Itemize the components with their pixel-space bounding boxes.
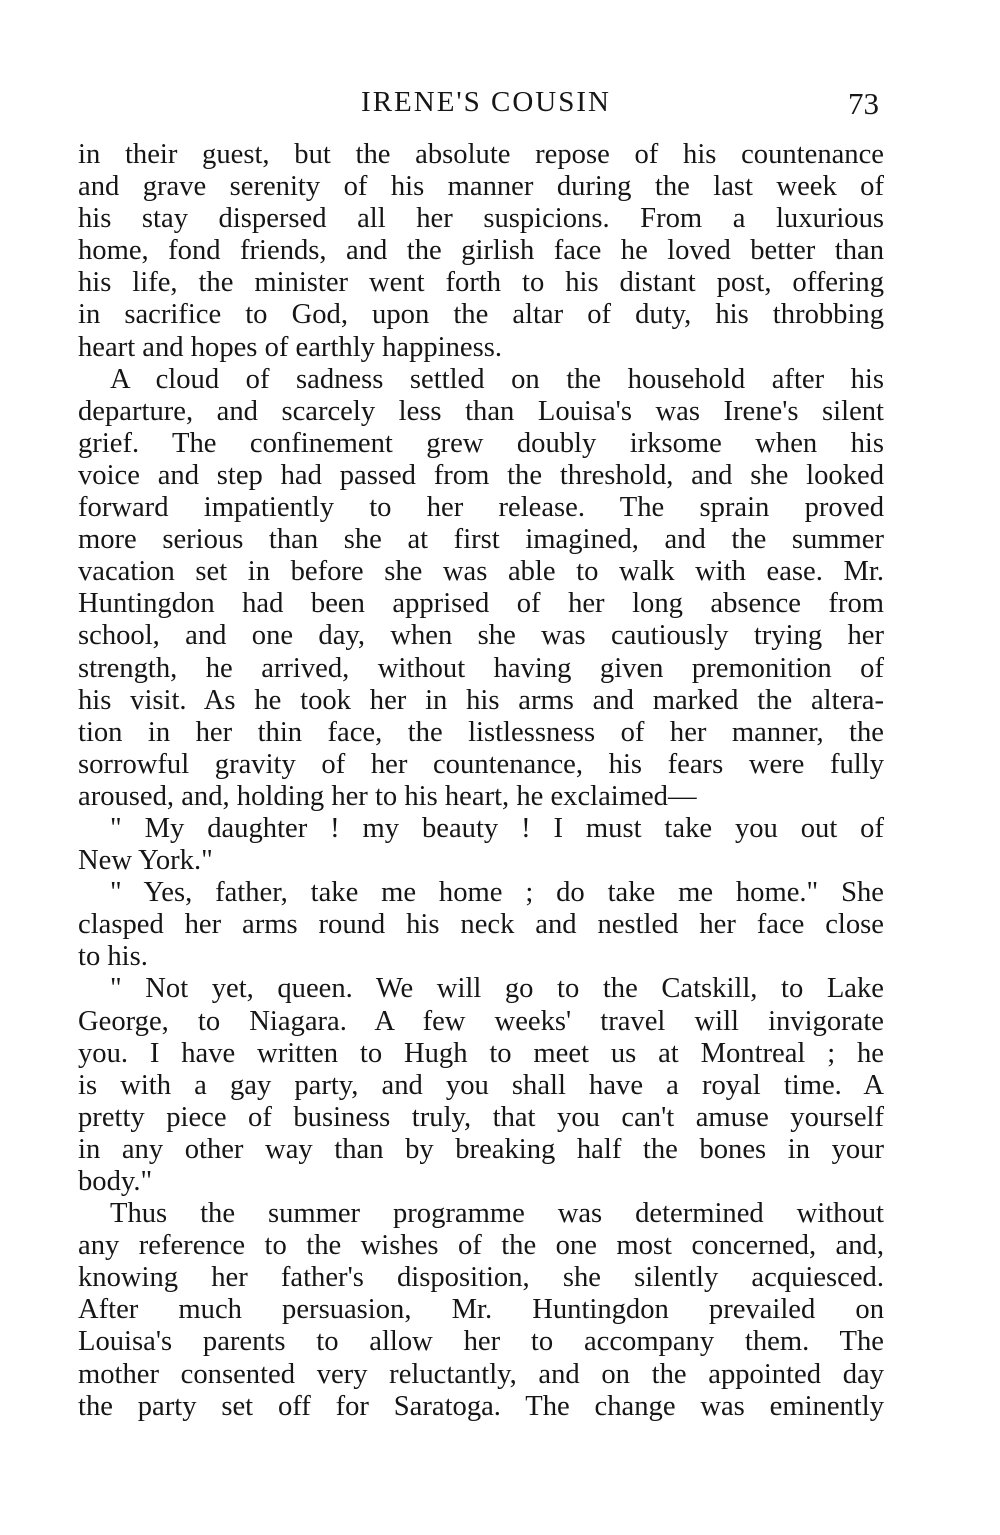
text-line: knowing her father's disposition, she silently acquiesced. [78, 1262, 884, 1294]
text-line: Thus the summer programme was determined without [110, 1198, 884, 1230]
text-line: grief. The confinement grew doubly irksome when his [78, 427, 884, 459]
page-number: 73 [848, 86, 879, 121]
text-line: George, to Niagara. A few weeks' travel will invigorate [78, 1005, 884, 1037]
text-line: Huntingdon had been apprised of her long absence from [78, 588, 884, 620]
text-line: his visit. As he took her in his arms and marked the altera- [78, 684, 884, 716]
text-line: pretty piece of business truly, that you can't amuse yourself [78, 1101, 884, 1133]
text-line: is with a gay party, and you shall have a royal time. A [78, 1069, 884, 1101]
text-line: " Not yet, queen. We will go to the Catskill, to Lake [110, 973, 884, 1005]
text-line: sorrowful gravity of her countenance, his fears were fully [78, 748, 884, 780]
text-line: heart and hopes of earthly happiness. [78, 331, 503, 363]
text-line: the party set off for Saratoga. The change was eminently [78, 1390, 884, 1422]
running-title: IRENE'S COUSIN [361, 86, 611, 118]
text-line: New York." [78, 845, 213, 877]
text-line: aroused, and, holding her to his heart, he exclaimed— [78, 780, 697, 812]
text-line: forward impatiently to her release. The sprain proved [78, 492, 884, 524]
text-line: more serious than she at first imagined, and the summer [78, 524, 884, 556]
text-line: you. I have written to Hugh to meet us at Montreal ; he [78, 1037, 884, 1069]
text-line: body." [78, 1166, 153, 1197]
text-line: any reference to the wishes of the one most concerned, and, [78, 1230, 884, 1262]
text-line: tion in her thin face, the listlessness of her manner, the [78, 716, 884, 748]
text-line: to his. [78, 941, 148, 973]
text-line: departure, and scarcely less than Louisa's was Irene's silent [78, 395, 884, 427]
text-line: Louisa's parents to allow her to accompany them. The [78, 1326, 884, 1358]
text-line: school, and one day, when she was cautiously trying her [78, 620, 884, 652]
body-text [78, 139, 884, 1423]
text-line: and grave serenity of his manner during the last week of [78, 171, 884, 203]
text-line: A cloud of sadness settled on the household after his [110, 363, 884, 395]
text-line: clasped her arms round his neck and nestled her face close [78, 909, 884, 941]
text-line: in sacrifice to God, upon the altar of duty, his throbbing [78, 299, 884, 331]
text-line: his life, the minister went forth to his distant post, offering [78, 267, 884, 299]
text-line: " My daughter ! my beauty ! I must take you out of [110, 812, 884, 844]
text-line: his stay dispersed all her suspicions. From a luxurious [78, 203, 884, 235]
text-line: After much persuasion, Mr. Huntingdon prevailed on [78, 1294, 884, 1326]
text-line: in any other way than by breaking half the bones in your [78, 1133, 884, 1165]
text-line: home, fond friends, and the girlish face he loved better than [78, 235, 884, 267]
text-line: strength, he arrived, without having given premonition of [78, 652, 884, 684]
text-line: voice and step had passed from the threshold, and she looked [78, 459, 884, 491]
text-line: in their guest, but the absolute repose of his countenance [78, 139, 884, 170]
text-line: vacation set in before she was able to walk with ease. Mr. [78, 556, 884, 588]
text-line: mother consented very reluctantly, and on the appointed day [78, 1358, 884, 1390]
text-line: " Yes, father, take me home ; do take me home." She [110, 877, 884, 909]
